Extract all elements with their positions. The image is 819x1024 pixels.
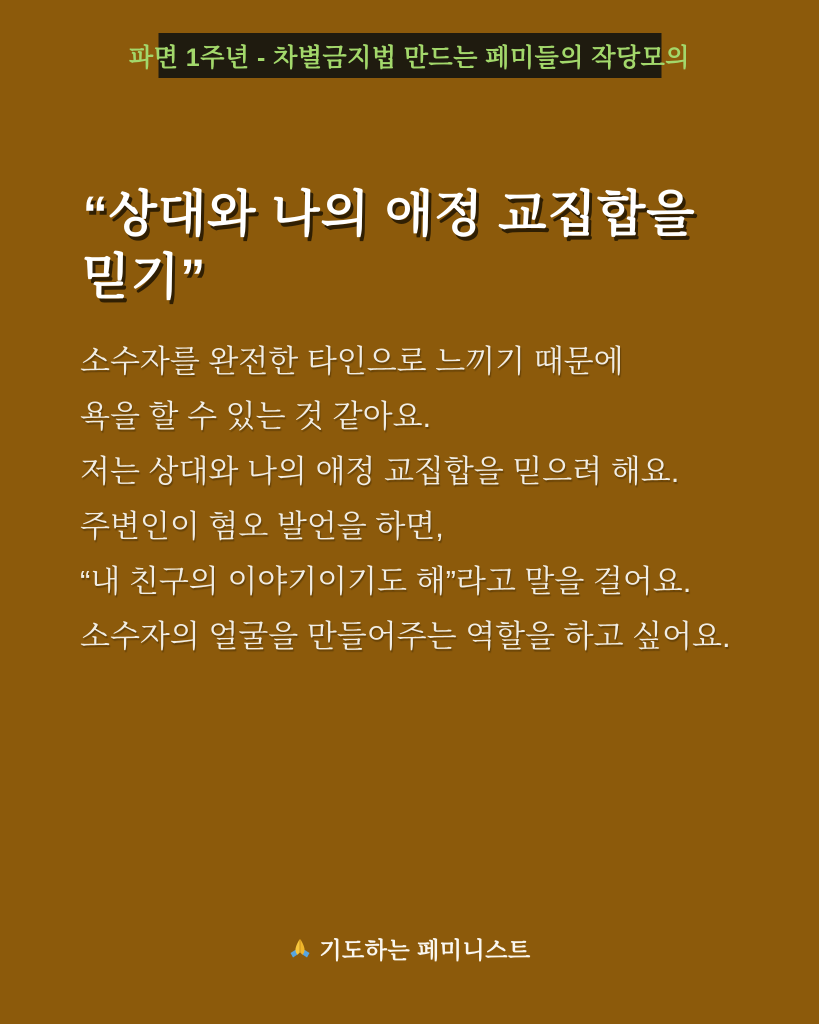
quote-body-line: 소수자를 완전한 타인으로 느끼기 때문에 — [80, 344, 624, 379]
quote-body — [80, 334, 760, 664]
quote-body-line: 주변인이 혐오 발언을 하면, — [80, 509, 444, 544]
quote-body-line: “내 친구의 이야기이기도 해”라고 말을 걸어요. — [80, 564, 692, 599]
praying-hands-icon — [288, 937, 312, 961]
footer-signature — [0, 932, 819, 965]
header-banner-label: 파면 1주년 - 차별금지법 만드는 페미들의 작당모의 — [129, 43, 690, 72]
footer-signature-label: 기도하는 페미니스트 — [319, 937, 531, 963]
quote-body-line: 저는 상대와 나의 애정 교집합을 믿으려 해요. — [80, 454, 680, 489]
header-banner — [129, 33, 690, 78]
quote-body-line: 욕을 할 수 있는 것 같아요. — [80, 399, 432, 434]
quote-title: “상대와 나의 애정 교집합을 믿기” — [80, 186, 697, 305]
quote-body-line: 소수자의 얼굴을 만들어주는 역할을 하고 싶어요. — [80, 619, 731, 654]
